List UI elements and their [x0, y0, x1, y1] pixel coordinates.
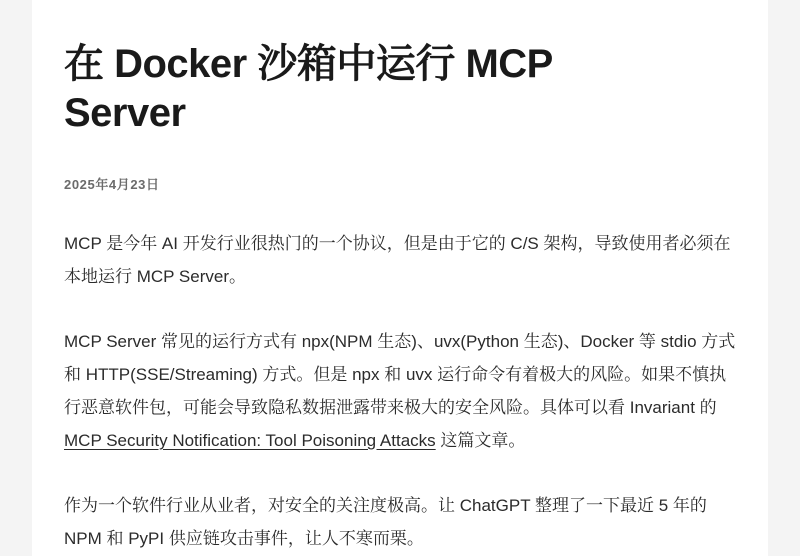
article-page [32, 0, 768, 556]
paragraph-text: MCP 是今年 AI 开发行业很热门的一个协议，但是由于它的 C/S 架构，导致使用者必须在本地运行 MCP Server。 [64, 234, 731, 286]
article-date: 2025年4月23日 [64, 177, 160, 192]
article-content [32, 40, 768, 555]
article-paragraph [64, 325, 736, 457]
article-paragraph [64, 489, 736, 555]
paragraph-text: 这篇文章。 [435, 431, 526, 450]
paragraph-text: MCP Server 常见的运行方式有 npx(NPM 生态)、uvx(Python 生态)、Docker 等 stdio 方式和 HTTP(SSE/Streaming) 方式。但是 npx 和 uvx 运行命令有着极大的风险。如果不慎执行恶意软件包，可能会导致隐私数据泄露带来极大的安全风险。具体可以看 Invariant 的 [64, 332, 736, 417]
page-title: 在 Docker 沙箱中运行 MCP Server [64, 42, 553, 135]
mcp-security-notification-link[interactable]: MCP Security Notification: Tool Poisoning Attacks [64, 431, 436, 450]
article-paragraph [64, 227, 736, 293]
paragraph-text: 作为一个软件行业从业者，对安全的关注度极高。让 ChatGPT 整理了一下最近 5 年的 NPM 和 PyPI 供应链攻击事件，让人不寒而栗。 [64, 496, 707, 548]
